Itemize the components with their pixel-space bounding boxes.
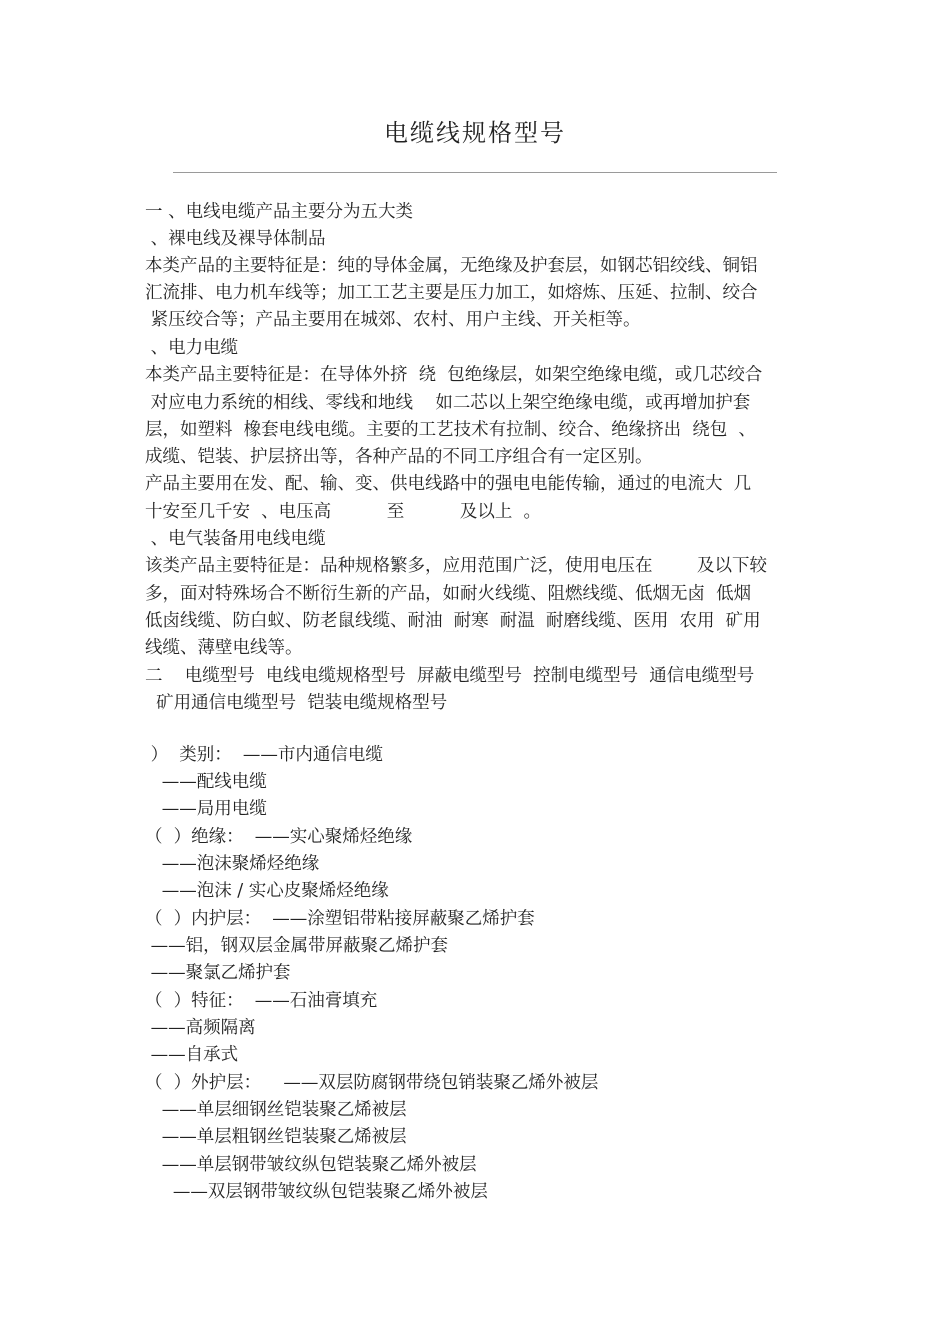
text-line: ） 类别： ——市内通信电缆 [145,745,383,765]
text-line: 低卤线缆、防白蚁、防老鼠线缆、耐油 耐寒 耐温 耐磨线缆、医用 农用 矿用 [145,611,761,631]
text-line: 、裸电线及裸导体制品 [145,229,326,249]
text-line: 、电气装备用电线电缆 [145,529,326,549]
text-line: 、电力电缆 [145,338,239,358]
text-line: （ ）绝缘： ——实心聚烯烃绝缘 [145,827,413,847]
text-line: 产品主要用在发、配、输、变、供电线路中的强电电能传输，通过的电流大 几 [145,474,752,494]
text-line: （ ）特征： ——石油膏填充 [145,991,378,1011]
text-line: 对应电力系统的相线、零线和地线 如二芯以上架空绝缘电缆，或再增加护套 [145,393,751,413]
text-line: ——聚氯乙烯护套 [145,963,291,983]
text-line: 汇流排、电力机车线等；加工工艺主要是压力加工，如熔炼、压延、拉制、绞合 [145,283,758,303]
text-line: 本类产品的主要特征是：纯的导体金属，无绝缘及护套层，如钢芯铝绞线、铜铝 [145,256,758,276]
text-line: ——泡沫 / 实心皮聚烯烃绝缘 [145,881,389,901]
title-divider [173,172,777,173]
text-line: 本类产品主要特征是：在导体外挤 绕 包绝缘层，如架空绝缘电缆，或几芯绞合 [145,365,763,385]
text-line: （ ）内护层： ——涂塑铝带粘接屏蔽聚乙烯护套 [145,909,535,929]
text-line: 紧压绞合等；产品主要用在城郊、农村、用户主线、开关柜等。 [145,310,641,330]
text-line: ——泡沫聚烯烃绝缘 [145,854,320,874]
text-line: ——局用电缆 [145,799,267,819]
text-line: ——单层粗钢丝铠装聚乙烯被层 [145,1127,407,1147]
text-line: ——自承式 [145,1045,239,1065]
text-line: 成缆、铠装、护层挤出等，各种产品的不同工序组合有一定区别。 [145,447,653,467]
text-line: ——单层细钢丝铠装聚乙烯被层 [145,1100,407,1120]
text-line: ——单层钢带皱纹纵包铠装聚乙烯外被层 [145,1155,477,1175]
text-line: 一 、电线电缆产品主要分为五大类 [145,202,414,222]
text-line: 多，面对特殊场合不断衍生新的产品，如耐火线缆、阻燃线缆、低烟无卤 低烟 [145,584,752,604]
text-line: （ ）外护层： ——双层防腐钢带绕包销装聚乙烯外被层 [145,1073,599,1093]
text-line: ——高频隔离 [145,1018,256,1038]
text-line: ——配线电缆 [145,772,267,792]
text-line: 二 电缆型号 电线电缆规格型号 屏蔽电缆型号 控制电缆型号 通信电缆型号 [145,666,755,686]
text-line: 十安至几千安 、电压高 至 及以上 。 [145,502,542,522]
text-line: ——双层钢带皱纹纵包铠装聚乙烯外被层 [145,1182,488,1202]
page-title: 电缆线规格型号 [384,119,566,147]
text-line: 矿用通信电缆型号 铠装电缆规格型号 [145,693,448,713]
text-line: 该类产品主要特征是：品种规格繁多，应用范围广泛，使用电压在 及以下较 [145,556,767,576]
text-line: 线缆、薄壁电线等。 [145,638,303,658]
text-line: ——铝，钢双层金属带屏蔽聚乙烯护套 [145,936,449,956]
text-line: 层，如塑料 橡套电线电缆。主要的工艺技术有拉制、绞合、绝缘挤出 绕包 、 [145,420,756,440]
